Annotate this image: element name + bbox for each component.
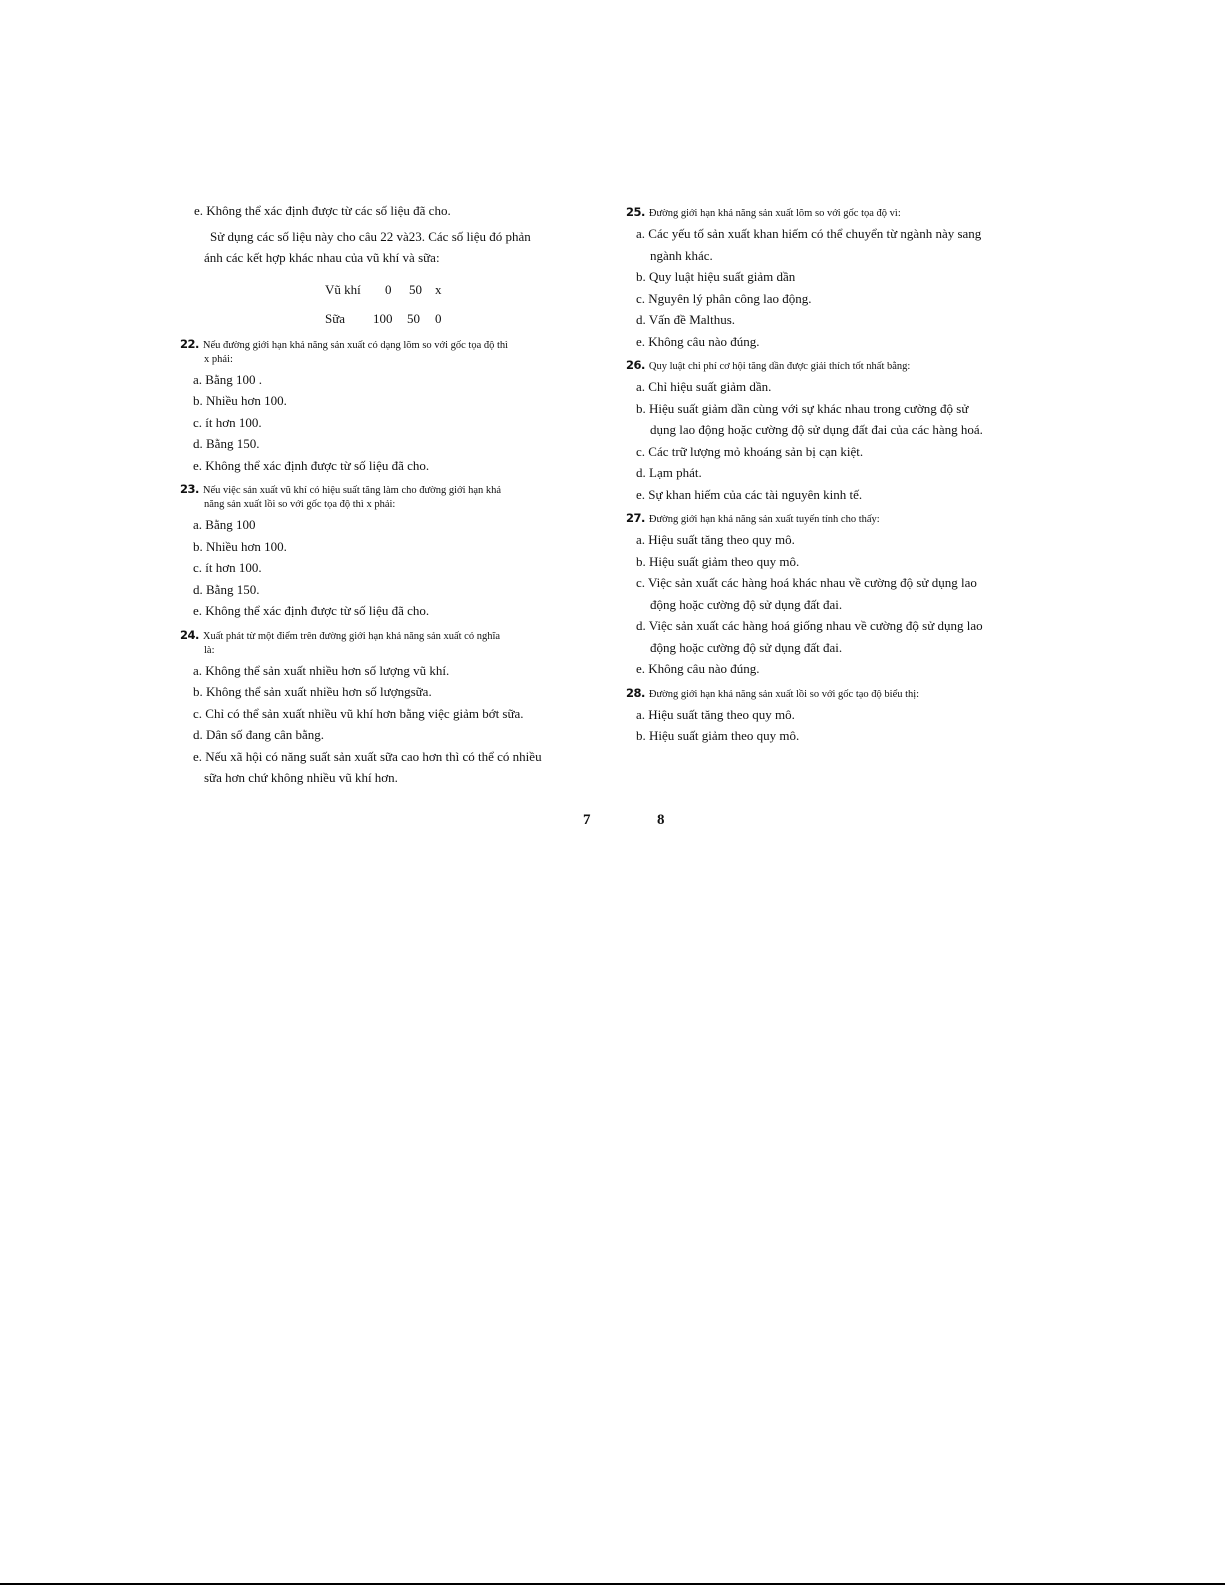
question-28 [626, 684, 1056, 702]
option-continuation: động hoặc cường độ sử dụng đất đai. [650, 639, 843, 655]
question-text: Xuất phát từ một điểm trên đường giới hạn khả năng sản xuất có nghĩa [202, 630, 501, 642]
table-row-milk: Sữa 100 50 0 [325, 310, 442, 326]
option: c. Các trữ lượng mỏ khoáng sản bị cạn kiệt. [636, 443, 864, 459]
option: b. Hiệu suất giảm theo quy mô. [636, 728, 800, 743]
left-column [180, 200, 610, 789]
option: c. Việc sản xuất các hàng hoá khác nhau về cường độ sử dụng lao [636, 575, 977, 590]
question-number: 24. [180, 627, 199, 642]
option: d. Vấn đề Malthus. [636, 312, 736, 327]
option: b. Quy luật hiệu suất giảm dần [636, 269, 796, 284]
option: b. Hiệu suất giảm theo quy mô. [636, 553, 800, 569]
page-number-right: 8 [657, 812, 665, 828]
option: e. Không câu nào đúng. [636, 661, 760, 676]
option: d. Việc sản xuất các hàng hoá giống nhau về cường độ sử dụng lao [636, 618, 983, 633]
question-24: 24. Xuất phát từ một điểm trên đường giới hạn khả năng sản xuất có nghĩa là: [180, 627, 501, 656]
option: a. Không thể sản xuất nhiều hơn số lượng vũ khí. [193, 662, 450, 678]
question-27 [626, 509, 1056, 527]
option: d. Bằng 150. [193, 581, 260, 597]
table-row-weapons: Vũ khí 0 50 x [325, 281, 442, 297]
page-number-left: 7 [583, 812, 591, 828]
option: b. Không thể sản xuất nhiều hơn số lượngsữa. [193, 684, 432, 699]
data-table [325, 275, 610, 333]
option: b. Hiệu suất giảm dần cùng với sự khác nhau trong cường độ sử [636, 400, 969, 416]
option: c. ít hơn 100. [193, 560, 262, 575]
option-continuation: ngành khác. [650, 247, 713, 263]
option-continuation: động hoặc cường độ sử dụng đất đai. [650, 596, 843, 612]
option: e. Không câu nào đúng. [636, 333, 760, 349]
question-text: Nếu đường giới hạn khả năng sản xuất có dạng lõm so với gốc tọa độ thì [202, 339, 509, 351]
question-number: 23. [180, 482, 199, 496]
option: d. Dân số đang cân bằng. [193, 727, 325, 742]
option: b. Nhiều hơn 100. [193, 538, 287, 554]
option-continuation: sữa hơn chứ không nhiều vũ khí hơn. [204, 770, 398, 785]
option: a. Chỉ hiệu suất giảm dần. [636, 379, 772, 394]
intro-option-e: e. Không thể xác định được từ các số liệu đã cho. [194, 203, 451, 218]
option: a. Bằng 100 . [193, 371, 262, 387]
question-26 [626, 356, 1056, 374]
option: c. Chỉ có thể sản xuất nhiều vũ khí hơn bằng việc giảm bớt sữa. [193, 705, 524, 721]
question-text: Quy luật chi phí cơ hội tăng dần được giải thích tốt nhất bằng: [648, 361, 911, 372]
question-number: 22. [180, 336, 199, 351]
question-number: 28. [626, 685, 645, 700]
question-text: Đường giới hạn khả năng sản xuất lõm so với gốc tọa độ vì: [648, 208, 901, 219]
option: a. Bằng 100 [193, 517, 256, 532]
question-number: 25. [626, 205, 645, 219]
option: d. Bằng 150. [193, 436, 260, 451]
option: a. Hiệu suất tăng theo quy mô. [636, 532, 795, 547]
option: e. Không thể xác định được từ số liệu đã cho. [193, 457, 430, 473]
question-number: 26. [626, 358, 645, 372]
option: b. Nhiều hơn 100. [193, 393, 287, 408]
question-number: 27. [626, 511, 645, 525]
option: a. Các yếu tố sản xuất khan hiếm có thể chuyển từ ngành này sang [636, 226, 982, 241]
option: e. Không thể xác định được từ số liệu đã cho. [193, 603, 430, 618]
question-text: Đường giới hạn khả năng sản xuất lồi so với gốc tạo độ biểu thị: [648, 688, 920, 700]
option: e. Sự khan hiếm của các tài nguyên kinh tế. [636, 486, 863, 502]
question-text: Đường giới hạn khả năng sản xuất tuyến tính cho thấy: [648, 514, 880, 525]
option: e. Nếu xã hội có năng suất sản xuất sữa cao hơn thì có thể có nhiều [193, 748, 542, 764]
question-text: Nếu việc sản xuất vũ khí có hiệu suất tăng làm cho đường giới hạn khả [202, 485, 502, 496]
option: c. Nguyên lý phân công lao động. [636, 290, 812, 306]
option: a. Hiệu suất tăng theo quy mô. [636, 706, 795, 722]
question-22: 22. Nếu đường giới hạn khả năng sản xuất có dạng lõm so với gốc tọa độ thì x phải: [180, 336, 509, 365]
question-25 [626, 203, 1056, 221]
option: c. ít hơn 100. [193, 414, 262, 430]
intro-paragraph-1: Sử dụng các số liệu này cho câu 22 và23. Các số liệu đó phản [210, 228, 531, 244]
option-continuation: dụng lao động hoặc cường độ sử dụng đất đai của các hàng hoá. [650, 422, 983, 437]
right-column [626, 203, 1056, 747]
question-23: 23. Nếu việc sản xuất vũ khí có hiệu suất tăng làm cho đường giới hạn khả năng sản xuất lồi so với gốc tọa độ thì x phải: [180, 482, 502, 510]
option: d. Lạm phát. [636, 465, 702, 480]
intro-paragraph-2: ánh các kết hợp khác nhau của vũ khí và sữa: [204, 250, 440, 265]
